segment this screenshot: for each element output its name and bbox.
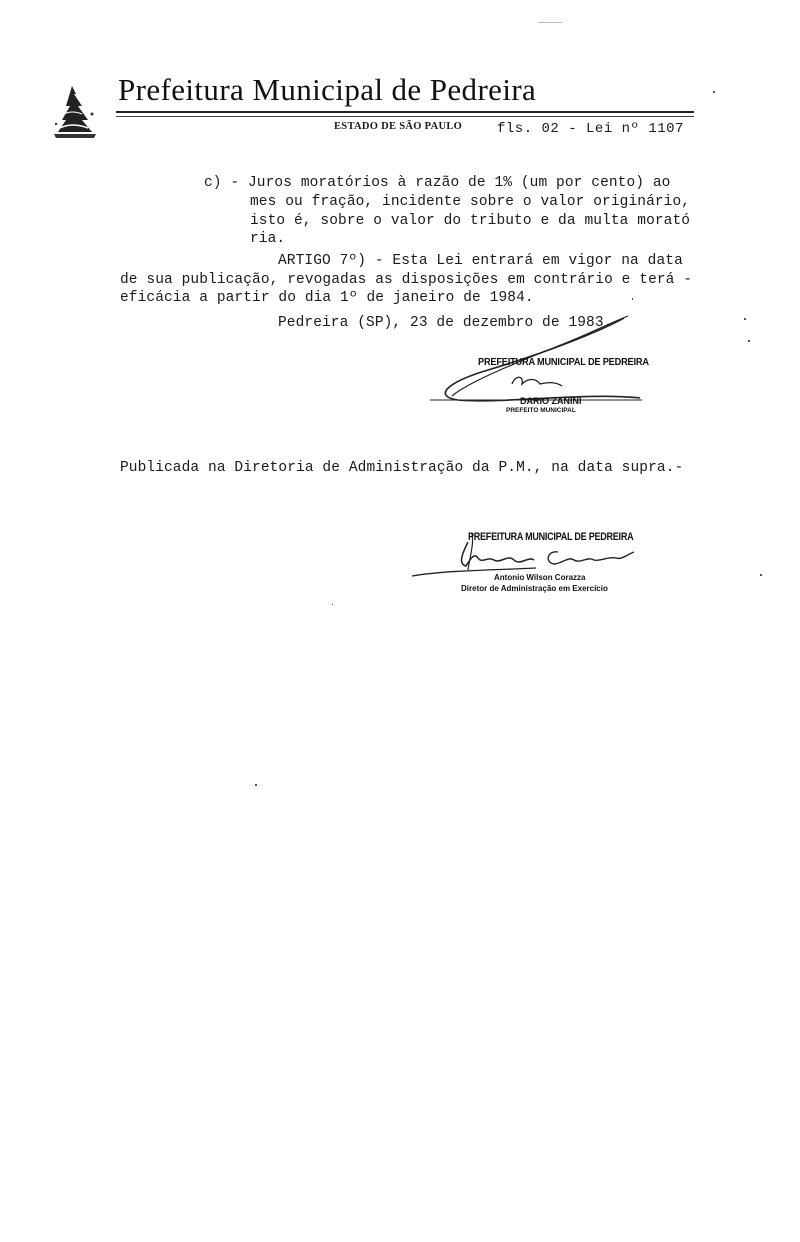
scan-speck <box>744 318 746 320</box>
item-c-line-4: ria. <box>250 231 286 247</box>
item-c-line-2: mes ou fração, incidente sobre o valor originário, <box>250 194 691 210</box>
article-line-3: eficácia a partir do dia 1º de janeiro de 1984. <box>120 290 534 306</box>
scan-speck <box>760 574 762 576</box>
scan-speck <box>632 298 633 300</box>
article-line-1: ARTIGO 7º) - Esta Lei entrará em vigor na data <box>278 253 683 269</box>
dateline: Pedreira (SP), 23 de dezembro de 1983. <box>278 315 613 331</box>
letterhead-rule <box>116 111 694 113</box>
article-line-2: de sua publicação, revogadas as disposições em contrário e terá - <box>120 272 693 288</box>
letterhead-rule-thin <box>116 116 694 117</box>
letterhead-title: Prefeitura Municipal de Pedreira <box>118 72 537 107</box>
item-c-line-3: isto é, sobre o valor do tributo e da multa morató <box>250 213 691 229</box>
director-title: Diretor de Administração em Exercício <box>461 584 608 593</box>
page-reference: fls. 02 - Lei nº 1107 <box>497 121 684 137</box>
scan-speck <box>713 91 715 93</box>
publication-note: Publicada na Diretoria de Administração da P.M., na data supra.- <box>120 460 684 476</box>
mayor-stamp-title: PREFEITURA MUNICIPAL DE PEDREIRA <box>478 357 649 368</box>
scan-speck <box>538 22 562 23</box>
scan-speck <box>255 784 257 786</box>
municipal-emblem <box>52 84 100 140</box>
item-c-line-1: c) - Juros moratórios à razão de 1% (um por cento) ao <box>204 175 671 191</box>
mayor-name: DARIO ZANINI <box>520 396 582 406</box>
director-name: Antonio Wilson Corazza <box>494 573 586 582</box>
scan-speck <box>748 340 750 342</box>
director-stamp-title: PREFEITURA MUNICIPAL DE PEDREIRA <box>468 531 634 543</box>
mayor-title: PREFEITO MUNICIPAL <box>506 407 576 414</box>
scan-speck <box>332 604 333 605</box>
state-name: ESTADO DE SÃO PAULO <box>334 121 463 132</box>
